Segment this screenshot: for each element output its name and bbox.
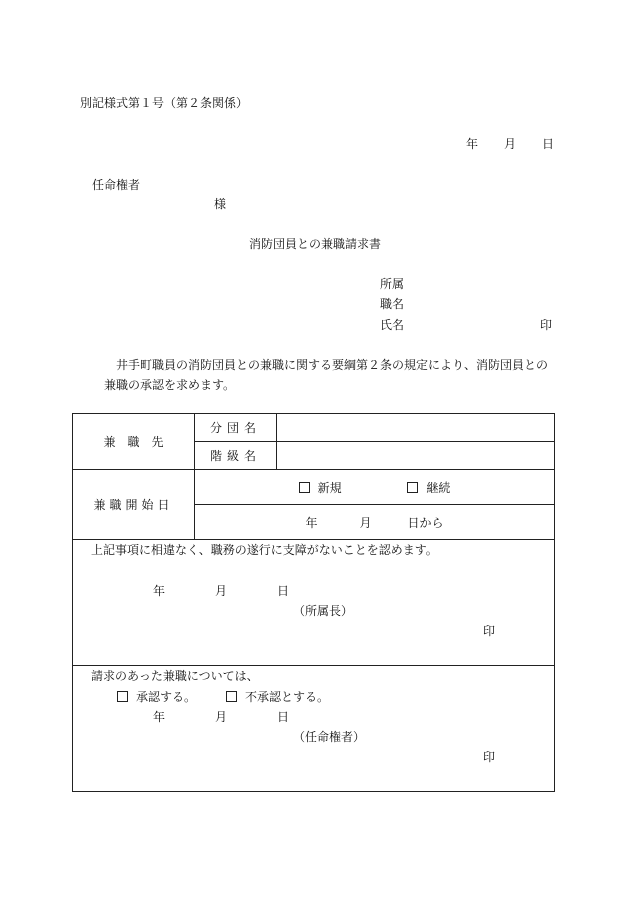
decision-date[interactable] [153,709,289,725]
dept-head-label: （所属長） [293,604,354,618]
new-checkbox[interactable] [299,482,310,493]
supervisor-confirmation-section [73,540,555,666]
confirmation-seal: 印 [483,624,496,638]
addressee-honorific: 様 [214,197,227,211]
applicant-affiliation: 所属 [380,277,405,291]
application-table [72,413,555,792]
renewal-type-row [195,470,555,505]
confirmation-date[interactable] [153,583,289,599]
rank-name-label: 階級名 [195,442,277,470]
appointer-label: （任命権者） [293,730,366,744]
applicant-name: 氏名 [380,318,405,332]
disapprove-label: 不承認とする。 [245,690,330,704]
decision-year-label: 年 [153,710,166,724]
decision-options [117,689,329,705]
continue-option-label: 継続 [426,480,451,495]
branch-name-value[interactable] [277,414,555,442]
confirm-year-label: 年 [153,584,166,598]
document-title: 消防団員との兼職請求書 [249,237,382,251]
continue-checkbox[interactable] [407,482,418,493]
rank-name-value[interactable] [277,442,555,470]
confirmation-text: 上記事項に相違なく、職務の遂行に支障がないことを認めます。 [91,543,438,557]
date-month: 月 [504,137,517,151]
start-date-row[interactable] [195,505,555,540]
addressee-title: 任命権者 [92,178,141,192]
decision-text: 請求のあった兼職については、 [91,669,259,683]
applicant-position: 職名 [380,297,405,311]
decision-day-label: 日 [277,710,290,724]
header-date [466,136,554,152]
applicant-seal: 印 [540,318,553,332]
confirm-day-label: 日 [277,584,290,598]
date-day: 日 [542,137,555,151]
approve-label: 承認する。 [136,690,197,704]
new-option-label: 新規 [317,480,342,495]
start-day-label: 日から [407,515,444,530]
approve-checkbox[interactable] [117,691,128,702]
start-year-label: 年 [305,515,318,530]
branch-name-label: 分団名 [195,414,277,442]
confirm-month-label: 月 [215,584,228,598]
decision-month-label: 月 [215,710,228,724]
concurrent-post-label: 兼 職 先 [73,414,195,470]
start-month-label: 月 [359,515,372,530]
appointer-decision-section [73,666,555,792]
date-year: 年 [466,137,479,151]
decision-seal: 印 [483,750,496,764]
request-body-text: 井手町職員の消防団員との兼職に関する要綱第２条の規定により、消防団員との兼職の承認を求めます。 [104,358,549,392]
form-number: 別記様式第１号（第２条関係） [80,96,249,110]
start-date-label: 兼職開始日 [73,470,195,540]
disapprove-checkbox[interactable] [226,691,237,702]
